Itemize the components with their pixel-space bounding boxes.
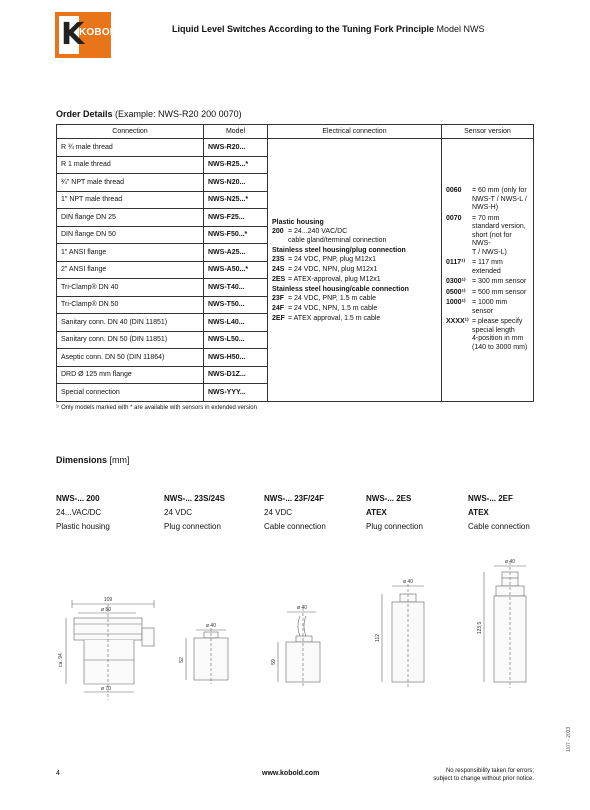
logo-k-mark: [59, 16, 79, 54]
label-d1-base: ø 70: [100, 686, 112, 692]
cell-model: NWS-A25...: [204, 244, 268, 262]
cell-model: NWS-N25...*: [204, 191, 268, 209]
disclaimer-line-2: subject to change without prior notice.: [433, 776, 534, 782]
col-header-sensor: Sensor version: [442, 125, 534, 139]
sensor-option: [446, 187, 529, 213]
label-d2-dia: ø 40: [205, 623, 217, 629]
variant-line3: Plug connection: [366, 522, 423, 531]
col-header-model: Model: [204, 125, 268, 139]
cell-model: NWS-H50...: [204, 349, 268, 367]
cell-model: NWS-D1Z...: [204, 366, 268, 384]
electrical-option: [272, 227, 437, 245]
electrical-desc: = 24 VDC, NPN, plug M12x1: [288, 266, 378, 274]
sensor-code: 0300¹⁾: [446, 278, 466, 286]
sensor-option: [446, 259, 529, 276]
electrical-option: [272, 255, 437, 264]
electrical-code: 24S: [272, 266, 285, 274]
sensor-desc: = 117 mm extended: [472, 259, 503, 275]
label-d1-dia: ø 80: [100, 607, 112, 613]
sensor-desc: = 300 mm sensor: [472, 278, 527, 286]
cell-model: NWS-N20...: [204, 174, 268, 192]
electrical-group-heading: Stainless steel housing/cable connection: [272, 286, 409, 294]
electrical-option: [272, 304, 437, 313]
electrical-desc: = 24 VDC, PNP, plug M12x1: [288, 256, 377, 264]
cell-connection: Tri-Clamp® DN 50: [57, 296, 204, 314]
dimension-variant: [468, 492, 530, 534]
electrical-option: [272, 275, 437, 284]
label-d5-dia: ø 40: [504, 559, 516, 565]
label-d4-height: 112: [375, 634, 381, 642]
sensor-desc: = 500 mm sensor: [472, 288, 527, 296]
electrical-code: 23S: [272, 256, 285, 264]
variant-line3: Plastic housing: [56, 522, 110, 531]
sensor-desc: = please specify special length 4-position in mm (140 to 3000 mm): [472, 318, 528, 351]
variant-line3: Cable connection: [264, 522, 326, 531]
sensor-desc: = 60 mm (only for NWS-T / NWS-L / NWS-H): [472, 187, 527, 212]
page-number: 4: [56, 770, 60, 777]
sensor-option: [446, 278, 529, 287]
cell-connection: 1" ANSI flange: [57, 244, 204, 262]
logo-wordmark: KOBOLD: [79, 27, 124, 38]
electrical-option: [272, 294, 437, 303]
electrical-code: 200: [272, 228, 284, 236]
variant-line2: 24...VAC/DC: [56, 508, 102, 517]
drawing-cable-connection: [278, 608, 320, 686]
electrical-code: 2ES: [272, 276, 286, 284]
variant-line2: 24 VDC: [164, 508, 193, 517]
cell-model: NWS-A50...*: [204, 261, 268, 279]
cell-connection: Aseptic conn. DN 50 (DIN 11864): [57, 349, 204, 367]
label-d4-dia: ø 40: [402, 579, 414, 585]
variant-line2: ATEX: [468, 508, 489, 517]
sensor-code: 0060: [446, 187, 462, 195]
sensor-code: 0070: [446, 214, 462, 222]
order-heading-label: Order Details: [56, 109, 113, 119]
cell-model: NWS-F50...*: [204, 226, 268, 244]
electrical-code: 2EF: [272, 315, 285, 323]
order-heading-example: (Example: NWS-R20 200 0070): [115, 109, 242, 119]
label-d3-height: 59: [271, 659, 277, 665]
cell-model: NWS-R20...: [204, 139, 268, 157]
sensor-option: [446, 299, 529, 316]
revision-date: 1/07 - 2023: [566, 726, 572, 752]
drawing-atex-plug: [382, 584, 424, 688]
cell-model: NWS-F25...: [204, 209, 268, 227]
dimensions-unit: [mm]: [109, 455, 130, 465]
cell-connection: 2" ANSI flange: [57, 261, 204, 279]
order-details-heading: [56, 109, 242, 119]
cell-sensor-version: [442, 139, 534, 402]
variant-name: NWS-... 2ES: [366, 494, 412, 503]
cell-connection: Special connection: [57, 384, 204, 402]
electrical-desc: = ATEX-approval, plug M12x1: [288, 276, 381, 284]
order-details-table: [56, 124, 534, 402]
sensor-desc: = 1000 mm sensor: [472, 299, 508, 315]
kobold-logo: [55, 12, 124, 58]
variant-line2: 24 VDC: [264, 508, 293, 517]
cell-connection: R 1 male thread: [57, 156, 204, 174]
variant-name: NWS-... 200: [56, 494, 100, 503]
variant-line2: ATEX: [366, 508, 387, 517]
title-text: Liquid Level Switches According to the Tuning Fork Principle: [172, 24, 435, 34]
sensor-option: [446, 318, 529, 352]
sensor-option: [446, 215, 529, 258]
cell-model: NWS-R25...*: [204, 156, 268, 174]
electrical-option: [272, 314, 437, 323]
variant-line3: Plug connection: [164, 522, 221, 531]
cell-connection: R ¾ male thread: [57, 139, 204, 157]
dimension-variant: [366, 492, 423, 534]
electrical-group-heading: Stainless steel housing/plug connection: [272, 247, 406, 255]
label-d5-height: 123,5: [477, 621, 483, 635]
dimension-variant: [164, 492, 225, 534]
cell-model: NWS-T50...: [204, 296, 268, 314]
variant-line3: Cable connection: [468, 522, 530, 531]
drawing-atex-cable: [484, 562, 526, 688]
disclaimer-line-1: No responsibility taken for errors;: [445, 768, 534, 774]
label-d1-height: ca. 94: [58, 653, 64, 667]
variant-name: NWS-... 23F/24F: [264, 494, 325, 503]
electrical-desc: = 24 VDC, NPN, 1.5 m cable: [288, 305, 378, 313]
sensor-code: XXXX¹⁾: [446, 318, 469, 326]
table-header-row: [57, 125, 534, 139]
cell-model: NWS-T40...: [204, 279, 268, 297]
cell-connection: Sanitary conn. DN 50 (DIN 11851): [57, 331, 204, 349]
electrical-code: 23F: [272, 295, 285, 303]
cell-connection: DIN flange DN 25: [57, 209, 204, 227]
footnote: ¹⁾ Only models marked with * are available with sensors in extended version: [56, 405, 257, 411]
dimension-variant: [264, 492, 326, 534]
cell-connection: ¾" NPT male thread: [57, 174, 204, 192]
label-d2-height: 52: [179, 657, 185, 663]
variant-name: NWS-... 2EF: [468, 494, 513, 503]
electrical-group-heading: Plastic housing: [272, 219, 324, 227]
variant-name: NWS-... 23S/24S: [164, 494, 225, 503]
dimension-drawings: [0, 550, 590, 710]
cell-connection: 1" NPT male thread: [57, 191, 204, 209]
dimensions-heading-label: Dimensions: [56, 455, 108, 465]
col-header-electrical: Electrical connection: [268, 125, 442, 139]
website-link[interactable]: www.kobold.com: [262, 770, 320, 777]
sensor-option: [446, 289, 529, 298]
page-title: [172, 24, 485, 34]
table-row: [57, 139, 534, 157]
cell-model: NWS-L50...: [204, 331, 268, 349]
cell-model: NWS-YYY...: [204, 384, 268, 402]
cell-connection: Sanitary conn. DN 40 (DIN 11851): [57, 314, 204, 332]
dimensions-heading: [56, 455, 130, 465]
dimension-variant: [56, 492, 110, 534]
electrical-desc: = 24...240 VAC/DC cable gland/terminal connection: [288, 228, 387, 245]
sensor-desc: = 70 mm standard version, short (not for NWS- T / NWS-L): [472, 214, 526, 256]
drawing-plug-connection: [186, 628, 228, 684]
cell-electrical-connection: [268, 139, 442, 402]
cell-connection: DRD Ø 125 mm flange: [57, 366, 204, 384]
cell-connection: DIN flange DN 50: [57, 226, 204, 244]
sensor-code: 0500¹⁾: [446, 288, 466, 296]
label-d1-width: 109: [103, 597, 113, 603]
electrical-desc: = 24 VDC, PNP, 1.5 m cable: [288, 295, 376, 303]
drawing-plastic-housing: [66, 600, 154, 700]
label-d3-dia: ø 40: [296, 605, 308, 611]
electrical-option: [272, 265, 437, 274]
sensor-code: 0117¹⁾: [446, 259, 466, 267]
cell-model: NWS-L40...: [204, 314, 268, 332]
disclaimer: [410, 767, 534, 783]
title-model: Model NWS: [436, 24, 485, 34]
sensor-code: 1000¹⁾: [446, 299, 466, 307]
electrical-desc: = ATEX approval, 1.5 m cable: [288, 315, 381, 323]
cell-connection: Tri-Clamp® DN 40: [57, 279, 204, 297]
col-header-connection: Connection: [57, 125, 204, 139]
electrical-code: 24F: [272, 305, 285, 313]
